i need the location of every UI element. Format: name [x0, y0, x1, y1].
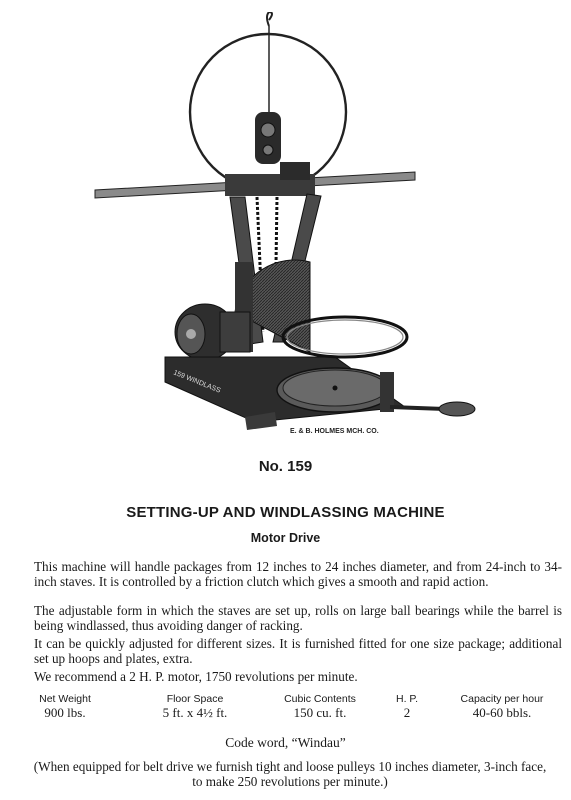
spec-label: Capacity per hour	[460, 693, 544, 705]
spec-label: Net Weight	[39, 693, 91, 705]
spec-capacity	[443, 693, 561, 720]
description-paragraph-1: This machine will handle packages from 12 inches to 24 inches diameter, and from 24-inch to 34-inch staves. It is controlled by a friction clutch which gives a smooth and rapid action.	[34, 559, 562, 589]
machine-illustration	[85, 12, 485, 442]
specifications-table	[0, 693, 571, 725]
foot-pedal	[439, 402, 475, 416]
description-paragraph-2: The adjustable form in which the staves are set up, rolls on large ball bearings while the barrel is being windlassed, thus avoiding danger of racking.	[34, 603, 562, 633]
maker-label: E. & B. HOLMES MCH. CO.	[290, 428, 379, 435]
description-paragraph-4: We recommend a 2 H. P. motor, 1750 revolutions per minute.	[34, 669, 358, 684]
spec-horsepower	[375, 693, 439, 720]
spec-value: 2	[403, 705, 411, 720]
spec-value: 150 cu. ft.	[293, 705, 347, 720]
hook	[267, 12, 272, 26]
spec-value: 5 ft. x 4½ ft.	[162, 705, 228, 720]
spec-label: Floor Space	[166, 693, 224, 705]
belt-drive-note: (When equipped for belt drive we furnish tight and loose pulleys 10 inches diameter, 3-inch face, to make 250 revolutions per minute.)	[33, 759, 547, 789]
spec-value: 900 lbs.	[44, 705, 86, 720]
pulley-block	[255, 112, 281, 164]
spec-floor-space	[140, 693, 250, 720]
code-word: Code word, “Windau”	[225, 735, 346, 750]
pedal-arm	[390, 407, 445, 409]
page-title: SETTING-UP AND WINDLASSING MACHINE	[126, 504, 445, 521]
spec-value: 40-60 bbls.	[472, 705, 532, 720]
page-subtitle: Motor Drive	[250, 531, 321, 545]
description-paragraph-3: It can be quickly adjusted for different sizes. It is furnished fitted for one size package; additional set up hoops and plates, extra.	[34, 636, 562, 666]
spec-cubic-contents	[265, 693, 375, 720]
spec-label: Cubic Contents	[284, 693, 356, 705]
spec-label: H. P.	[396, 693, 418, 705]
spec-net-weight	[20, 693, 110, 720]
model-number: No. 159	[258, 458, 313, 475]
base-label: 159 WINDLASS	[172, 369, 222, 395]
